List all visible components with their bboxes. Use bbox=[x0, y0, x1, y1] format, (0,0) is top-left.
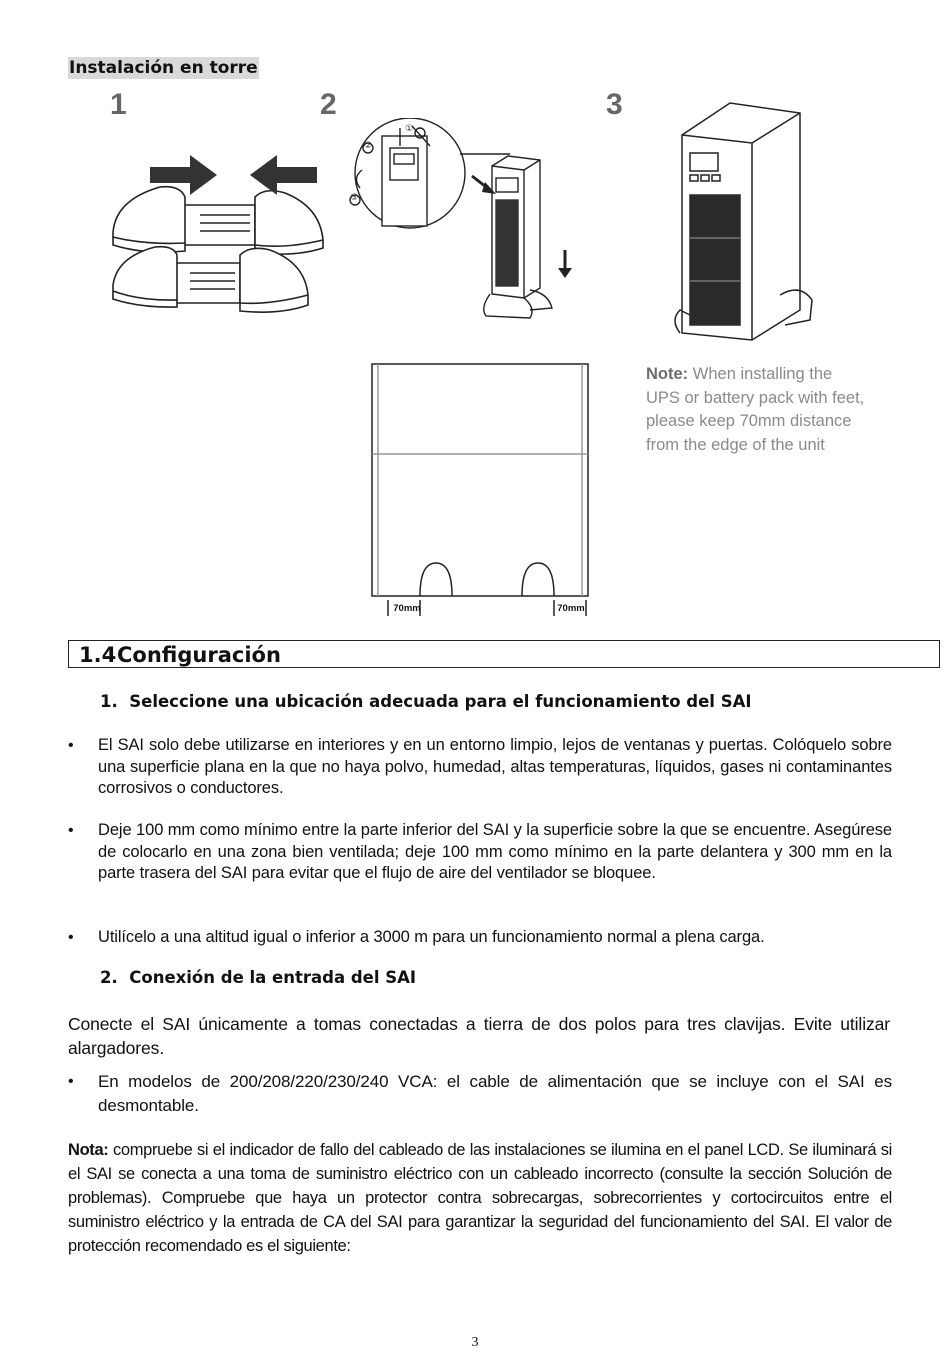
bullet-dot: • bbox=[68, 929, 74, 946]
bullet-dot: • bbox=[68, 822, 74, 839]
bullet-dot: • bbox=[68, 737, 74, 754]
figure-note-line-3: please keep 70mm distance bbox=[646, 412, 852, 430]
step3-tower-illustration bbox=[660, 95, 820, 345]
section-heading bbox=[68, 640, 940, 668]
side-view-illustration bbox=[360, 358, 600, 623]
bullet-text: Deje 100 mm como mínimo entre la parte inferior del SAI y la superficie sobre la que se encuentre. Asegúrese de colocarlo en una zona bien ventilada; deje 100 mm como mínimo en la parte delantera y 300 mm en la parte trasera del SAI para evitar que el flujo de aire del ventilador se bloquee. bbox=[98, 821, 892, 882]
step2-panel-illustration bbox=[340, 118, 590, 328]
section-number: 1.4 bbox=[79, 643, 117, 667]
subheading-1-number: 1. bbox=[100, 692, 118, 711]
bullet-item bbox=[68, 927, 892, 949]
dim-label-right: 70mm bbox=[557, 603, 585, 614]
callout-2: ② bbox=[364, 141, 373, 151]
note-paragraph bbox=[68, 1138, 892, 1258]
dim-label-left: 70mm bbox=[393, 603, 421, 614]
note-label: Nota: bbox=[68, 1141, 109, 1159]
bullet-item bbox=[68, 820, 892, 885]
step-number-2: 2 bbox=[320, 88, 337, 121]
step1-feet-illustration bbox=[105, 145, 330, 330]
bullet-item bbox=[68, 1070, 892, 1118]
bullet-item bbox=[68, 735, 892, 800]
figure-note-line-4: from the edge of the unit bbox=[646, 435, 825, 454]
bullet-text: En modelos de 200/208/220/230/240 VCA: el cable de alimentación que se incluye con el SAI es desmontable. bbox=[98, 1072, 892, 1115]
note-text: compruebe si el indicador de fallo del cableado de las instalaciones se ilumina en el panel LCD. Se iluminará si el SAI se conecta a una toma de suministro eléctrico con un cableado incorrecto (consulte la sección Solución de problemas). Compruebe que haya un protector contra sobrecargas, sobrecorrientes y cortocircuitos entre el suministro eléctrico y la entrada de CA del SAI para garantizar la seguridad del funcionamiento del SAI. El valor de protección recomendado es el siguiente: bbox=[68, 1141, 892, 1255]
figure-note-label: Note: bbox=[646, 365, 689, 383]
subheading-1-title: Seleccione una ubicación adecuada para el funcionamiento del SAI bbox=[129, 692, 752, 711]
subheading-1 bbox=[100, 692, 751, 711]
figure-note-line-1: When installing the bbox=[692, 365, 833, 383]
bullet-text: El SAI solo debe utilizarse en interiores y en un entorno limpio, lejos de ventanas y puertas. Colóquelo sobre una superficie plana en la que no haya polvo, humedad, altas temperaturas, líquidos, gases ni contaminantes corrosivos o conductores. bbox=[98, 736, 892, 797]
subheading-2 bbox=[100, 968, 416, 987]
subheading-2-number: 2. bbox=[100, 968, 118, 987]
step-number-1: 1 bbox=[110, 88, 127, 121]
subheading-2-title: Conexión de la entrada del SAI bbox=[129, 968, 417, 987]
page-number: 3 bbox=[471, 1335, 479, 1350]
bullet-text: Utilícelo a una altitud igual o inferior a 3000 m para un funcionamiento normal a plena carga. bbox=[98, 928, 765, 946]
callout-3: ③ bbox=[350, 193, 359, 203]
connection-paragraph: Conecte el SAI únicamente a tomas conectadas a tierra de dos polos para tres clavijas. Evite utilizar alargadores. bbox=[68, 1014, 890, 1058]
section-title: Configuración bbox=[117, 643, 281, 667]
figure-title: Instalación en torre bbox=[69, 58, 258, 78]
figure-note-line-2: UPS or battery pack with feet, bbox=[646, 388, 865, 407]
bullet-dot: • bbox=[68, 1073, 74, 1090]
callout-1: ① bbox=[405, 124, 414, 134]
step-number-3: 3 bbox=[606, 88, 623, 121]
figure-note bbox=[646, 363, 864, 457]
